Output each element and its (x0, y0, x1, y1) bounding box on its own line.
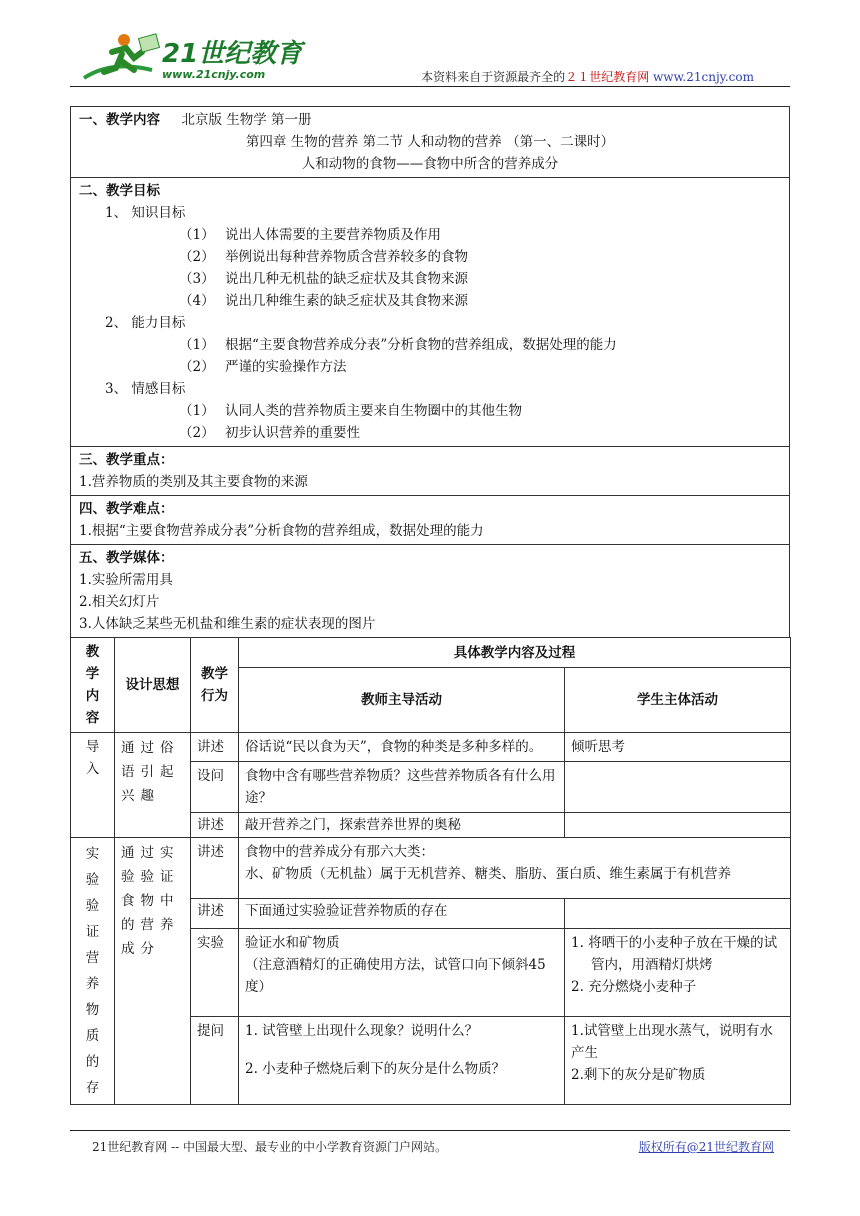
header-source-note: 本资料来自于资源最齐全的２１世纪教育网 www.21cnjy.com (421, 70, 754, 84)
header-content: 教 学 内 容 (71, 638, 115, 733)
section-title: 三、教学重点： (79, 452, 174, 468)
table-row: 导 入 通过俗语引起兴趣 讲述 俗话说“民以食为天”，食物的种类是多种多样的。 倾听思考 (71, 733, 791, 762)
table-row: 实验 验证水和矿物质 （注意酒精灯的正确使用方法，试管口向下倾斜45度） 1. 将晒干的小麦种子放在干燥的试管内，用酒精灯烘烤 2. 充分燃烧小麦种子 (71, 929, 791, 1017)
header-source-link[interactable]: www.21cnjy.com (653, 70, 754, 84)
header-process: 具体教学内容及过程 (239, 638, 791, 668)
header-divider (70, 86, 790, 87)
logo-text: 21世纪教育 (162, 39, 303, 69)
table-row: 讲述 下面通过实验验证营养物质的存在 (71, 899, 791, 929)
section-title: 四、教学难点： (79, 501, 174, 517)
header-design: 设计思想 (115, 638, 191, 733)
table-row: 提问 1. 试管壁上出现什么现象？说明什么？ 2. 小麦种子燃烧后剩下的灰分是什么物质？ 1.试管壁上出现水蒸气，说明有水产生 2.剩下的灰分是矿物质 (71, 1017, 791, 1105)
site-logo[interactable] (82, 30, 312, 84)
section-title: 五、教学媒体： (79, 550, 174, 566)
section-title: 二、教学目标 (79, 183, 160, 199)
teaching-process-table (70, 637, 791, 1105)
lesson-plan-sheet (70, 106, 790, 1105)
table-row: 实 验 验 证 营 养 物 质 的 存 通过实验验证食物中的营养成分 讲述 食物中的营养成分有那六大类： 水、矿物质（无机盐）属于无机营养、糖类、脂肪、蛋白质、维生素属于有机营养 (71, 838, 791, 899)
section-key-points: 三、教学重点： 1.营养物质的类别及其主要食物的来源 (70, 446, 790, 495)
section-objectives: 二、教学目标 1、 知识目标 （1） 说出人体需要的主要营养物质及作用 （2） 举例说出每种营养物质含营养较多的食物 （3） 说出几种无机盐的缺乏症状及其食物来源 （4） 说出几种维生素的缺乏症状及其食物来源 2、 能力目标 （1） 根据“主要食物营养成分表”分析食物的营养组成，数据处理的能力 （2） 严谨的实验操作方法 3、 情感目标 （1） 认同人类的营养物质主要来自生物圈中的其他生物 （2） 初步认识营养的重要性 (70, 177, 790, 446)
section-difficulties: 四、教学难点： 1.根据“主要食物营养成分表”分析食物的营养组成，数据处理的能力 (70, 495, 790, 544)
footer-copyright-link[interactable]: 版权所有@21世纪教育网 (638, 1140, 774, 1154)
header-teacher: 教师主导活动 (239, 668, 565, 733)
section-media: 五、教学媒体： 1.实验所需用具 2.相关幻灯片 3.人体缺乏某些无机盐和维生素的症状表现的图片 (70, 544, 790, 637)
section-content: 一、教学内容 北京版 生物学 第一册 第四章 生物的营养 第二节 人和动物的营养 （第一、二课时） 人和动物的食物——食物中所含的营养成分 (70, 106, 790, 177)
footer-divider (70, 1130, 790, 1131)
footer-note: 21世纪教育网 -- 中国最大型、最专业的中小学教育资源门户网站。 (92, 1140, 448, 1154)
runner-logo-icon (82, 30, 312, 84)
header-behavior: 教学 行为 (191, 638, 239, 733)
header-student: 学生主体活动 (565, 668, 791, 733)
table-row: 设问 食物中含有哪些营养物质？这些营养物质各有什么用途？ (71, 762, 791, 813)
logo-url: www.21cnjy.com (162, 68, 266, 81)
table-row: 讲述 敲开营养之门，探索营养世界的奥秘 (71, 813, 791, 838)
section-title: 一、教学内容 (79, 112, 160, 128)
